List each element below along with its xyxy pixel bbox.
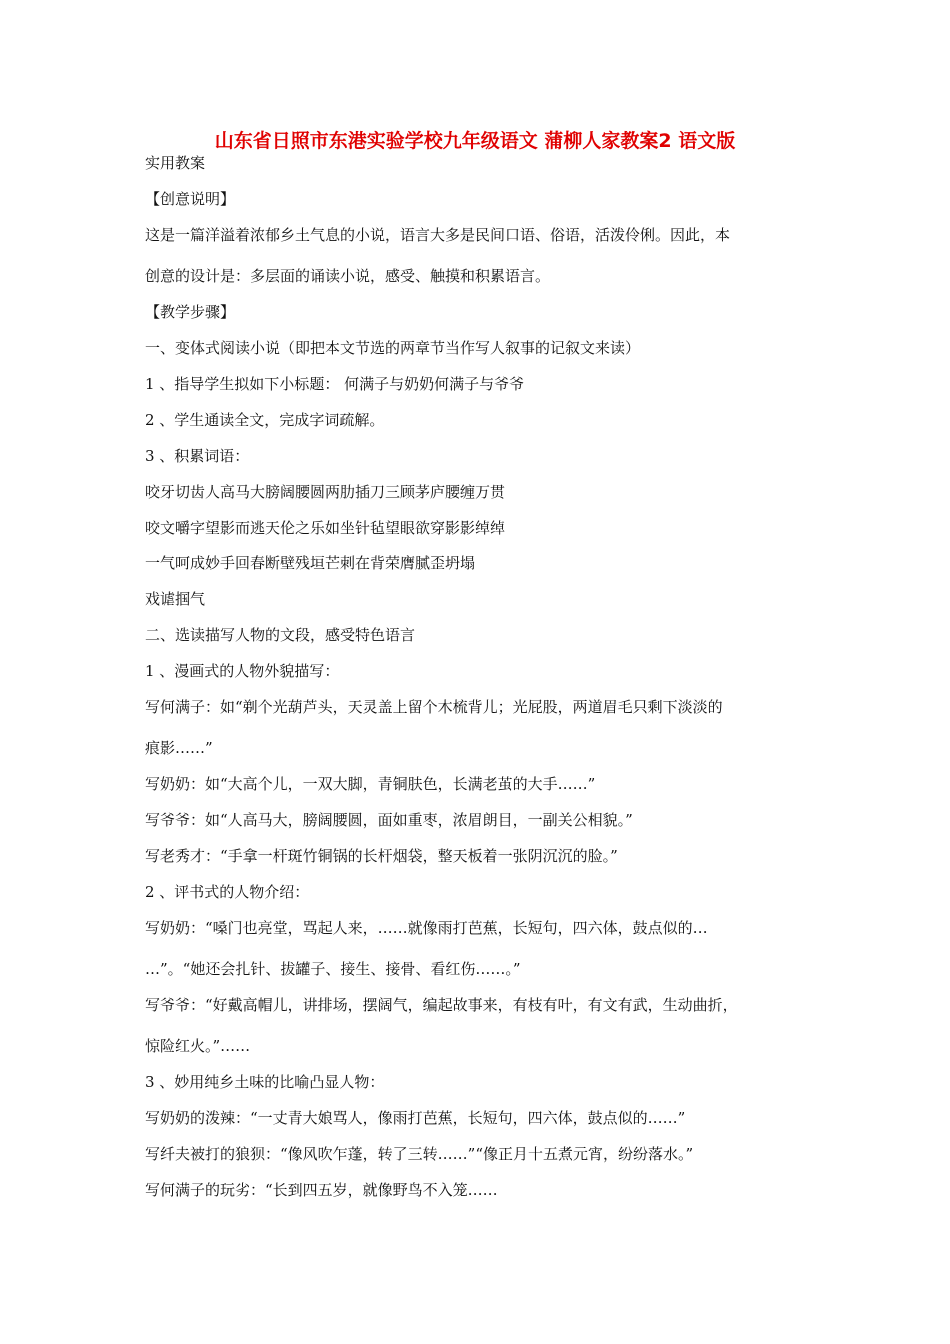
paragraph-line: 这是一篇洋溢着浓郁乡土气息的小说，语言大多是民间口语、俗语，活泼伶俐。因此，本 [145, 226, 731, 244]
paragraph-line: 写何满子的玩劣：“长到四五岁，就像野鸟不入笼…… [145, 1181, 498, 1199]
document-title: 山东省日照市东港实验学校九年级语文 蒲柳人家教案2 语文版 [214, 130, 736, 152]
paragraph-line: 3 、妙用纯乡土味的比喻凸显人物： [145, 1073, 385, 1091]
paragraph-line: 咬牙切齿人高马大膀阔腰圆两肋插刀三顾茅庐腰缠万贯 [145, 483, 506, 501]
paragraph-line: 写纤夫被打的狼狈：“像风吹乍蓬，转了三转……”“像正月十五煮元宵，纷纷落水。” [145, 1145, 694, 1163]
document-subtitle: 实用教案 [145, 154, 206, 172]
paragraph-line: 写老秀才：“手拿一杆斑竹铜锅的长杆烟袋，整天板着一张阴沉沉的脸。” [145, 847, 618, 865]
section-heading: 【创意说明】 [145, 190, 236, 208]
paragraph-line: 惊险红火。”…… [145, 1037, 251, 1055]
paragraph-line: 戏谑掴气 [145, 590, 206, 608]
paragraph-line: 咬文嚼字望影而逃天伦之乐如坐针毡望眼欲穿影影绰绰 [145, 519, 506, 537]
paragraph-line: 二、选读描写人物的文段，感受特色语言 [145, 626, 416, 644]
paragraph-line: 一气呵成妙手回春断壁残垣芒刺在背荣膺腻歪坍塌 [145, 554, 476, 572]
paragraph-line: 写爷爷：“好戴高帽儿，讲排场，摆阔气，编起故事来，有枝有叶，有文有武，生动曲折， [145, 996, 738, 1014]
paragraph-line: 写奶奶：“嗓门也亮堂，骂起人来，……就像雨打芭蕉，长短句，四六体，鼓点似的… [145, 919, 708, 937]
section-heading: 【教学步骤】 [145, 303, 236, 321]
paragraph-line: 一、变体式阅读小说（即把本文节选的两章节当作写人叙事的记叙文来读） [145, 339, 641, 357]
paragraph-line: 2 、评书式的人物介绍： [145, 883, 310, 901]
paragraph-line: 创意的设计是：多层面的诵读小说，感受、触摸和积累语言。 [145, 267, 551, 285]
paragraph-line: 写奶奶：如“大高个儿，一双大脚，青铜肤色，长满老茧的大手……” [145, 775, 596, 793]
paragraph-line: 痕影……” [145, 739, 213, 757]
paragraph-line: 3 、积累词语： [145, 447, 250, 465]
paragraph-line: 写奶奶的泼辣：“一丈青大娘骂人，像雨打芭蕉，长短句，四六体，鼓点似的……” [145, 1109, 686, 1127]
paragraph-line: 1 、漫画式的人物外貌描写： [145, 662, 340, 680]
paragraph-line: 写何满子：如“剃个光葫芦头，天灵盖上留个木梳背儿；光屁股，两道眉毛只剩下淡淡的 [145, 698, 723, 716]
paragraph-line: …”。“她还会扎针、拔罐子、接生、接骨、看红伤……。” [145, 960, 521, 978]
paragraph-line: 1 、指导学生拟如下小标题： 何满子与奶奶何满子与爷爷 [145, 375, 525, 393]
paragraph-line: 2 、学生通读全文，完成字词疏解。 [145, 411, 385, 429]
paragraph-line: 写爷爷：如“人高马大，膀阔腰圆，面如重枣，浓眉朗目，一副关公相貌。” [145, 811, 633, 829]
